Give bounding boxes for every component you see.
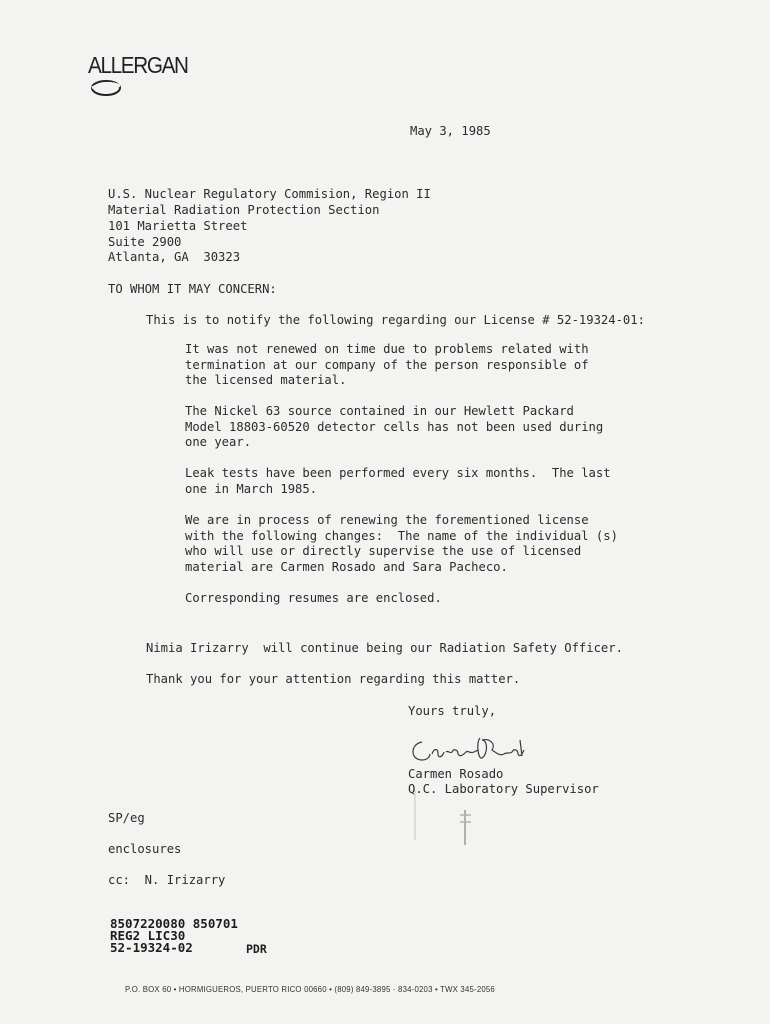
address-line: Atlanta, GA 30323 [108, 250, 241, 264]
intro-paragraph: This is to notify the following regarding our License # 52-19324-01: [146, 313, 645, 327]
address-line: 101 Marietta Street [108, 219, 248, 233]
point-paragraph: We are in process of renewing the forementioned license with the following changes: The name of the individual (s) who will use or directly supervise the use of licensed material are Carmen Rosado and Sara Pacheco. [185, 513, 618, 575]
logo-text: ALLERGAN [88, 52, 188, 78]
point-paragraph: It was not renewed on time due to problems related with termination at our company of the person responsible of the licensed material. [185, 342, 589, 388]
document-control-number: 8507220080 850701 REG2 LIC30 52-19324-02 [110, 916, 238, 955]
pdr-label: PDR [246, 942, 267, 956]
point-paragraph: Corresponding resumes are enclosed. [185, 591, 442, 605]
handwritten-signature [404, 730, 534, 770]
rso-paragraph: Nimia Irizarry will continue being our Radiation Safety Officer. [146, 641, 623, 655]
point-paragraph: The Nickel 63 source contained in our Hewlett Packard Model 18803-60520 detector cells has not been used during one year. [185, 404, 604, 450]
address-line: Material Radiation Protection Section [108, 203, 380, 217]
cc-line: cc: N. Irizarry [108, 873, 226, 887]
letter-date: May 3, 1985 [410, 124, 491, 138]
salutation: TO WHOM IT MAY CONCERN: [108, 282, 277, 296]
signer-title: Q.C. Laboratory Supervisor [408, 782, 599, 796]
received-stamp-icon [405, 790, 485, 850]
enclosures-note: enclosures [108, 842, 182, 856]
typist-initials: SP/eg [108, 811, 145, 825]
allergan-logo [84, 52, 204, 102]
signer-name: Carmen Rosado [408, 767, 504, 781]
thanks-paragraph: Thank you for your attention regarding this matter. [146, 672, 521, 686]
closing: Yours truly, [408, 704, 497, 718]
point-paragraph: Leak tests have been performed every six months. The last one in March 1985. [185, 466, 611, 496]
letterhead-footer: P.O. BOX 60 • HORMIGUEROS, PUERTO RICO 00660 • (809) 849-3895 · 834-0203 • TWX 345-2056 [125, 985, 495, 994]
logo-swoosh-icon [90, 78, 124, 98]
address-line: U.S. Nuclear Regulatory Commision, Region II [108, 187, 431, 201]
address-line: Suite 2900 [108, 235, 182, 249]
